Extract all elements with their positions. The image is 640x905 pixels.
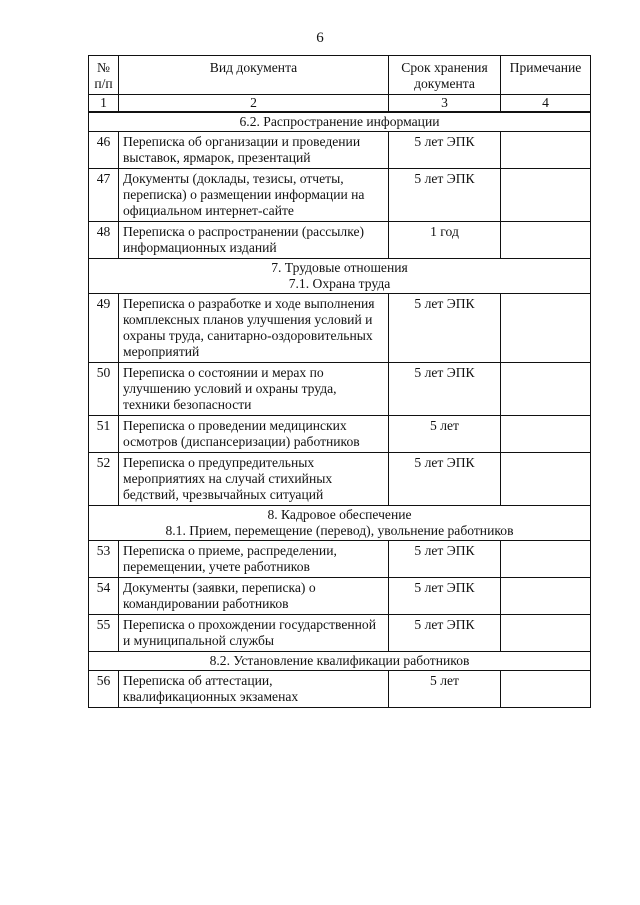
section-row: [89, 259, 591, 294]
column-number: 1: [89, 95, 119, 113]
table-body: [89, 56, 591, 708]
section-title-line: 8.1. Прием, перемещение (перевод), увольнение работников: [165, 523, 514, 538]
row-number: 46: [89, 132, 119, 169]
section-title-line: 8.2. Установление квалификации работников: [209, 653, 470, 668]
table-row: [89, 615, 591, 652]
row-note: [501, 453, 591, 506]
row-note: [501, 541, 591, 578]
retention-term: 5 лет: [389, 416, 501, 453]
row-note: [501, 363, 591, 416]
row-number: 54: [89, 578, 119, 615]
retention-term: 1 год: [389, 222, 501, 259]
column-number-row: [89, 95, 591, 113]
header-num: № п/п: [89, 56, 119, 95]
retention-term: 5 лет ЭПК: [389, 294, 501, 363]
table-row: [89, 578, 591, 615]
document-type: Переписка об организации и проведении выставок, ярмарок, презентаций: [119, 132, 389, 169]
document-type: Переписка об аттестации, квалификационных экзаменах: [119, 671, 389, 708]
section-title-line: 6.2. Распространение информации: [239, 114, 440, 129]
table-row: [89, 169, 591, 222]
section-row: [89, 652, 591, 671]
table-row: [89, 132, 591, 169]
table-row: [89, 363, 591, 416]
document-type: Переписка о предупредительных мероприятиях на случай стихийных бедствий, чрезвычайных ситуаций: [119, 453, 389, 506]
document-type: Документы (доклады, тезисы, отчеты, переписка) о размещении информации на официальном интернет-сайте: [119, 169, 389, 222]
header-type: Вид документа: [119, 56, 389, 95]
header-term: Срок хранения документа: [389, 56, 501, 95]
table-row: [89, 541, 591, 578]
section-title: [89, 652, 591, 671]
row-number: 50: [89, 363, 119, 416]
page-number: 6: [316, 30, 324, 46]
header-row: [89, 56, 591, 95]
row-note: [501, 671, 591, 708]
document-type: Документы (заявки, переписка) о командировании работников: [119, 578, 389, 615]
retention-table: [88, 55, 591, 708]
row-note: [501, 169, 591, 222]
retention-term: 5 лет ЭПК: [389, 363, 501, 416]
document-type: Переписка о состоянии и мерах по улучшению условий и охраны труда, техники безопасности: [119, 363, 389, 416]
row-number: 56: [89, 671, 119, 708]
header-note: Примечание: [501, 56, 591, 95]
table-row: [89, 453, 591, 506]
document-type: Переписка о разработке и ходе выполнения комплексных планов улучшения условий и охраны труда, санитарно-оздоровительных мероприятий: [119, 294, 389, 363]
section-title-line: 8. Кадровое обеспечение: [267, 507, 412, 522]
column-number: 2: [119, 95, 389, 113]
document-type: Переписка о проведении медицинских осмотров (диспансеризации) работников: [119, 416, 389, 453]
retention-term: 5 лет: [389, 671, 501, 708]
table-row: [89, 222, 591, 259]
row-note: [501, 416, 591, 453]
row-note: [501, 294, 591, 363]
retention-term: 5 лет ЭПК: [389, 578, 501, 615]
section-row: [89, 506, 591, 541]
row-number: 48: [89, 222, 119, 259]
section-title: [89, 259, 591, 294]
row-note: [501, 578, 591, 615]
document-type: Переписка о распространении (рассылке) информационных изданий: [119, 222, 389, 259]
table-row: [89, 294, 591, 363]
table-row: [89, 671, 591, 708]
section-title: [89, 112, 591, 132]
retention-term: 5 лет ЭПК: [389, 169, 501, 222]
row-number: 52: [89, 453, 119, 506]
retention-term: 5 лет ЭПК: [389, 541, 501, 578]
document-type: Переписка о прохождении государственной и муниципальной службы: [119, 615, 389, 652]
row-note: [501, 222, 591, 259]
row-number: 47: [89, 169, 119, 222]
section-row: [89, 112, 591, 132]
section-title-line: 7. Трудовые отношения: [271, 260, 408, 275]
row-number: 55: [89, 615, 119, 652]
section-title-line: 7.1. Охрана труда: [288, 276, 391, 291]
row-number: 49: [89, 294, 119, 363]
column-number: 4: [501, 95, 591, 113]
table-row: [89, 416, 591, 453]
document-type: Переписка о приеме, распределении, перемещении, учете работников: [119, 541, 389, 578]
row-number: 51: [89, 416, 119, 453]
row-note: [501, 132, 591, 169]
section-title: [89, 506, 591, 541]
row-number: 53: [89, 541, 119, 578]
retention-term: 5 лет ЭПК: [389, 132, 501, 169]
retention-term: 5 лет ЭПК: [389, 615, 501, 652]
row-note: [501, 615, 591, 652]
column-number: 3: [389, 95, 501, 113]
retention-term: 5 лет ЭПК: [389, 453, 501, 506]
